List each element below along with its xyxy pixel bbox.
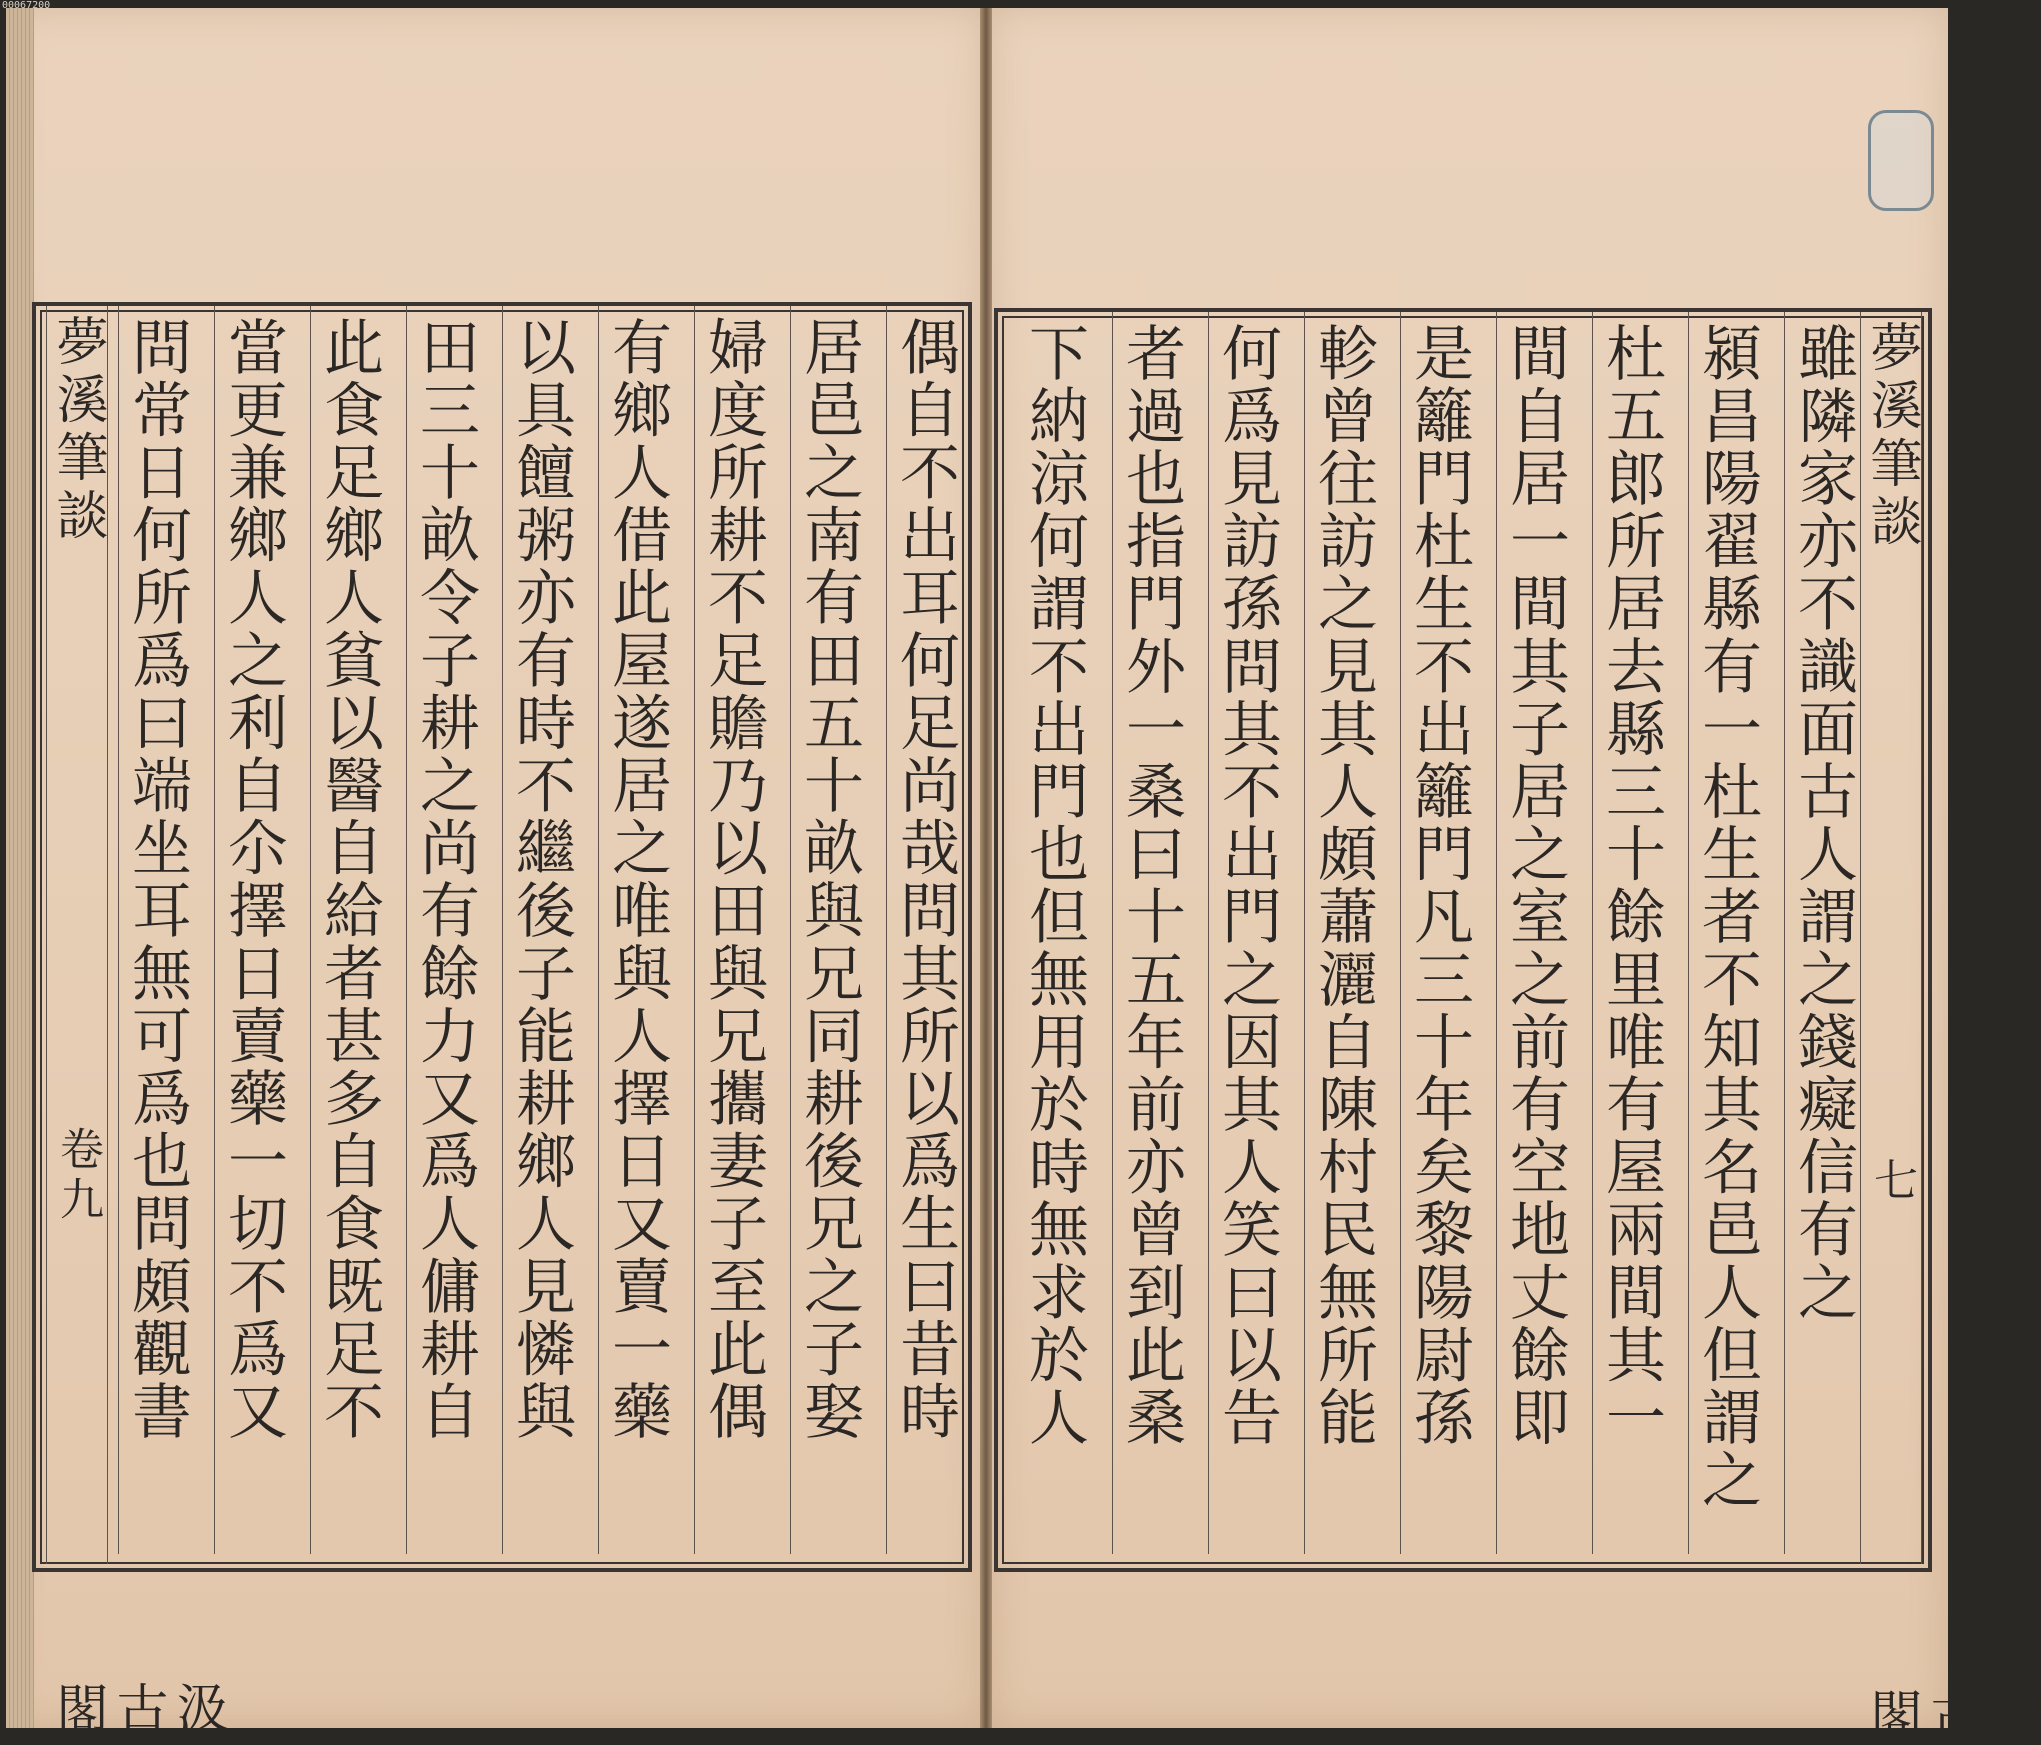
text-column: 問常日何所爲曰端坐耳無可爲也問頗觀書 [118, 306, 195, 1554]
text-column: 杜五郎所居去縣三十餘里唯有屋兩間其一 [1592, 312, 1669, 1554]
text-column: 是籬門杜生不出籬門凡三十年矣黎陽尉孫 [1400, 312, 1477, 1554]
text-column: 偶自不出耳何足尚哉問其所以爲生曰昔時 [886, 306, 963, 1554]
book-title: 夢溪筆談 [1861, 320, 1921, 552]
volume-label: 卷九 [52, 1126, 103, 1226]
text-column: 雖隣家亦不識面古人謂之錢癡信有之 [1784, 312, 1861, 1554]
text-column: 有鄉人借此屋遂居之唯與人擇日又賣一藥 [598, 306, 675, 1554]
text-column: 間自居一間其子居之室之前有空地丈餘即 [1496, 312, 1573, 1554]
publisher-mark: 汲古閣 [47, 1681, 227, 1739]
left-text-frame [32, 302, 972, 1739]
right-text-frame [994, 308, 2041, 1745]
paper-clip [1868, 110, 1934, 211]
publisher-mark: 汲古閣 [1861, 1687, 2041, 1745]
text-column: 下納涼何謂不出門也但無用於時無求於人 [1019, 322, 1089, 1449]
text-column: 者過也指門外一桑曰十五年前亦曾到此桑 [1112, 312, 1189, 1554]
text-column: 居邑之南有田五十畝與兄同耕後兄之子娶 [790, 306, 867, 1554]
text-column: 田三十畝令子耕之尚有餘力又爲人傭耕自 [406, 306, 483, 1554]
text-column: 此食足鄉人貧以醫自給者甚多自食既足不 [310, 306, 387, 1554]
text-column: 以具饘粥亦有時不繼後子能耕鄉人見憐與 [502, 306, 579, 1554]
text-column: 何爲見訪孫問其不出門之因其人笑曰以告 [1208, 312, 1285, 1554]
text-column: 軫曾往訪之見其人頗蕭灑自陳村民無所能 [1304, 312, 1381, 1554]
scan-id: 00067200 [2, 0, 51, 11]
right-center-column [1860, 312, 2041, 1745]
folio-number: 七 [1866, 1157, 1917, 1201]
book-gutter [980, 8, 992, 1728]
page-edges [6, 8, 34, 1728]
book-title: 夢溪筆談 [47, 314, 107, 546]
text-column: 婦度所耕不足贍乃以田與兄攜妻子至此偶 [694, 306, 771, 1554]
text-column: 當更兼鄉人之利自尒擇日賣藥一切不爲又 [214, 306, 291, 1554]
text-column: 潁昌陽翟縣有一杜生者不知其名邑人但謂之 [1688, 312, 1765, 1554]
